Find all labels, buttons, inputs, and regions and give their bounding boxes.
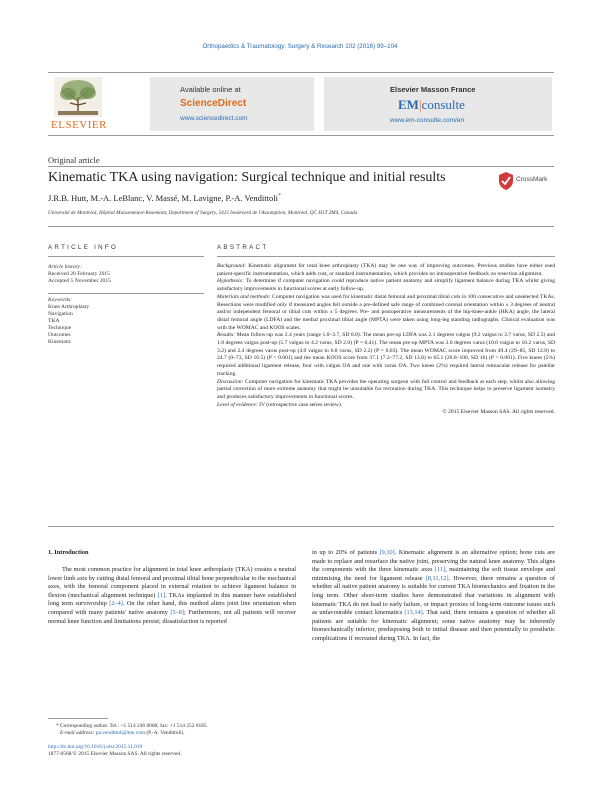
discussion-text: Computer navigation for kinematic TKA provides the operating surgeon with full control and feedback at each step, whilst also allowing partial correction of more extreme anatomy that might be unsuitable for recreation during TKA. This technique helps to preserve ligament isometry and produces satisfactory improvements in functional scores. (217, 378, 555, 400)
divider (48, 226, 554, 227)
abstract-methods (217, 294, 555, 333)
email-suffix: (P.-A. Vendittoli). (146, 730, 185, 736)
text-run: . TKAs implanted in this manner have established long term survivorship (48, 591, 297, 608)
sd-available-text: Available online at (180, 85, 241, 94)
methods-text: Computer navigation was used for kinematic distal femoral and proximal tibial cuts in 100 consecutive and unselected TKAs. Resections were modified only if measured angles fell outside a pre-defined safe range of combined coronal orientation within ± 3 degrees of neutral and/or independent femoral or tibial cuts within ± 5 degrees. Pre- and postoperative measurements of the hip-knee-ankle (HKA) angle, the lateral distal femoral angle (LDFA) and the medial proximal tibial angle (MPTA) were taken using long-leg standing radiographs. Clinical evaluation was with the WOMAC and KOOS scales. (217, 293, 555, 331)
em-url-link[interactable]: www.em-consulte.com/en (390, 117, 465, 124)
sd-name: ScienceDirect (180, 98, 247, 109)
text-run: . Kinematic alignment is an alternative option; bone cuts are made to replace and resurface the native joint, preserving the natural knee anatomy. This aligns the components with the three kinematic axes (312, 549, 555, 574)
article-history (48, 264, 111, 285)
text-run: . On the other hand, this method alters joint line orientation when compared with many patients' native anatomy (48, 600, 296, 616)
citation-link[interactable]: [13,14] (404, 609, 423, 617)
citation-link[interactable]: [1] (157, 591, 165, 599)
text-run: , maintaining the soft tissue envelope and minimising the need for ligament release (312, 566, 555, 582)
citation-link[interactable]: [2–4] (109, 600, 123, 608)
results-text: Mean follow-up was 2.4 years (range 1.0–3.7, SD 0.8). The mean pre-op LDFA was 2.1 degrees valgus (9.2 valgus to 3.7 varus, SD 2.5) and 1.8 degrees valgus post-op (5.7 valgus to 4.2 varus, SD 2.0) (P = 0.41). The mean pre-op MPTA was 3.0 degrees varus (10.6 valgus to 10.2 varus, SD 3.2) and 2.4 degrees varus post-op (4.0 valgus to 6.8 varus, SD 2.2) (P = 0.03). The mean WOMAC score improved from 49.4 (29–85, SD 12.8) to 24.7 (0–73, SD 16.5) (P < 0.001) and the mean KOOS score from 37.1 (7.2–77.2, SD 13.0) to 65.1 (26.8–100, SD 16) (P < 0.001). Five knees (5%) required additional ligament release, four with valgus OA and one with varus OA. Two knees (2%) required lateral retinacular release for patellar tracking. (217, 332, 555, 377)
text-run: ; Furthermore, not all patients will recover normal knee function and limitations persist; dissatisfaction is reported (48, 608, 297, 625)
level-label: Level of evidence: (217, 401, 258, 408)
publisher-banner (48, 72, 554, 136)
received-date: Received 20 February 2015 (48, 271, 110, 277)
level-text: IV (retrospective case series review). (259, 401, 343, 408)
keywords-block (48, 297, 89, 346)
results-label: Results: (217, 332, 236, 339)
author-list (48, 193, 281, 203)
crossmark-badge[interactable] (498, 172, 554, 192)
history-label: Article history: (48, 264, 83, 270)
crossmark-icon (498, 172, 514, 190)
footnote (48, 723, 298, 758)
em-logo-em: EM (398, 97, 419, 112)
citation-link[interactable]: [8,11,12] (425, 574, 449, 582)
keyword-item: TKA (48, 318, 60, 324)
keywords-label: Keywords: (48, 297, 73, 303)
accepted-date: Accepted 5 November 2015 (48, 278, 111, 284)
crossmark-label: CrossMark (516, 176, 548, 183)
citation-link[interactable]: [5–8] (170, 608, 185, 616)
keyword-item: Kinematic (48, 339, 72, 345)
abstract-background (217, 263, 555, 278)
text-run: The most common practice for alignment in total knee arthroplasty (TKA) creates a neutral lower limb axis by cutting distal femoral and proximal tibial bone perpendicular to the mechanical axes, with the femoral component placed in external rotation to achieve ligament balance in flexion (mechanical alignment technique) (48, 566, 296, 599)
text-run: in up to 20% of patients (312, 549, 380, 556)
keyword-item: Technique (48, 325, 72, 331)
doi-link[interactable]: http://dx.doi.org/10.1016/j.otsr.2015.11.010 (48, 744, 143, 750)
discussion-label: Discussion: (217, 378, 244, 385)
keyword-item: Knee Arthroplasty (48, 304, 90, 310)
abstract-hypothesis (217, 278, 555, 293)
divider (48, 166, 554, 167)
em-publisher-name: Elsevier Masson France (390, 85, 476, 94)
text-run: . That said, there remains a question of whether all patients are suitable for kinematic alignment; some native anatomy may be inherently biomechanically inferior, predisposing both to initial disease and then potentially to prosthetic complications if recreated during TKA. In fact, the (312, 609, 555, 642)
elsevier-tree-icon (54, 77, 102, 117)
em-consulte-panel[interactable] (324, 77, 552, 131)
article-info-heading: ARTICLE INFO (48, 244, 119, 251)
hypothesis-label: Hypothesis: (217, 278, 244, 285)
divider (217, 256, 555, 257)
divider (48, 256, 204, 257)
email-label: E-mail address: (60, 730, 95, 736)
abstract-heading: ABSTRACT (217, 244, 269, 251)
affiliation: Université de Montréal, Hôpital Maisonneuve-Rosemont, Department of Surgery, 5415 boulevard de l'Assomption, Montréal, QC H1T 2M4, Canada (48, 210, 358, 216)
citation-link[interactable]: [11] (434, 566, 446, 574)
corresponding-author-mark[interactable]: * (277, 193, 281, 200)
elsevier-wordmark: ELSEVIER (51, 119, 107, 131)
abstract-body (217, 263, 555, 417)
authors-text: J.R.B. Hutt, M.-A. LeBlanc, V. Massé, M. Lavigne, P.-A. Vendittoli (48, 193, 278, 203)
em-logo-consulte: consulte (421, 97, 465, 112)
corresponding-author-note: * Corresponding author. Tel.: +1 514 246 0068; fax: +1 514 252 0185. (56, 723, 208, 729)
sciencedirect-panel[interactable] (150, 77, 314, 131)
intro-left-paragraph (48, 566, 296, 626)
footnote-divider (48, 718, 108, 719)
sd-url-link[interactable]: www.sciencedirect.com (180, 115, 248, 122)
divider (48, 293, 204, 294)
abstract-discussion (217, 379, 555, 402)
abstract-copyright: © 2015 Elsevier Masson SAS. All rights reserved. (442, 409, 555, 416)
citation-link[interactable]: [9,10] (379, 549, 395, 556)
journal-citation[interactable]: Orthopaedics & Traumatology: Surgery & Research 102 (2016) 99–104 (202, 43, 398, 50)
article-title: Kinematic TKA using navigation: Surgical technique and initial results (48, 170, 446, 185)
background-text: Kinematic alignment for total knee arthroplasty (TKA) may be one way of improving outcomes. Previous studies have either used patient-specific instrumentation, which adds cost, or standard instrumentation, which provides no intraoperative feedback on resection alignment. (217, 263, 555, 277)
email-link[interactable]: pa.vendittoli@me.com (95, 730, 146, 736)
introduction-heading: 1. Introduction (48, 549, 89, 556)
methods-label: Materials and methods: (217, 293, 271, 300)
keyword-item: Navigation (48, 311, 73, 317)
elsevier-logo[interactable] (48, 75, 110, 133)
keyword-item: Outcomes (48, 332, 71, 338)
issn-line: 1877-0568/© 2015 Elsevier Masson SAS. All rights reserved. (48, 751, 182, 757)
hypothesis-text: To determine if computer navigation could reproduce native patient anatomy and simplify ligament balance during TKA whilst giving satisfactory improvements in functional scores at early follow-up. (217, 278, 555, 293)
em-consulte-logo: EM|consulte (398, 97, 465, 112)
divider (48, 526, 554, 527)
intro-right-paragraph (312, 549, 555, 644)
abstract-results (217, 332, 555, 378)
article-type: Original article (48, 155, 100, 165)
text-run: . However, there remains a question of whether all native patient anatomy is suitable for current TKA biomechanics and fixation in the long term. Other short-term studies have demonstrated that variations in alignment with kinematic TKA do not lead to early failure, or impact proxies of long-term outcome issues such as unfavourable contact kinematics (312, 574, 555, 617)
background-label: Background: (217, 263, 246, 269)
